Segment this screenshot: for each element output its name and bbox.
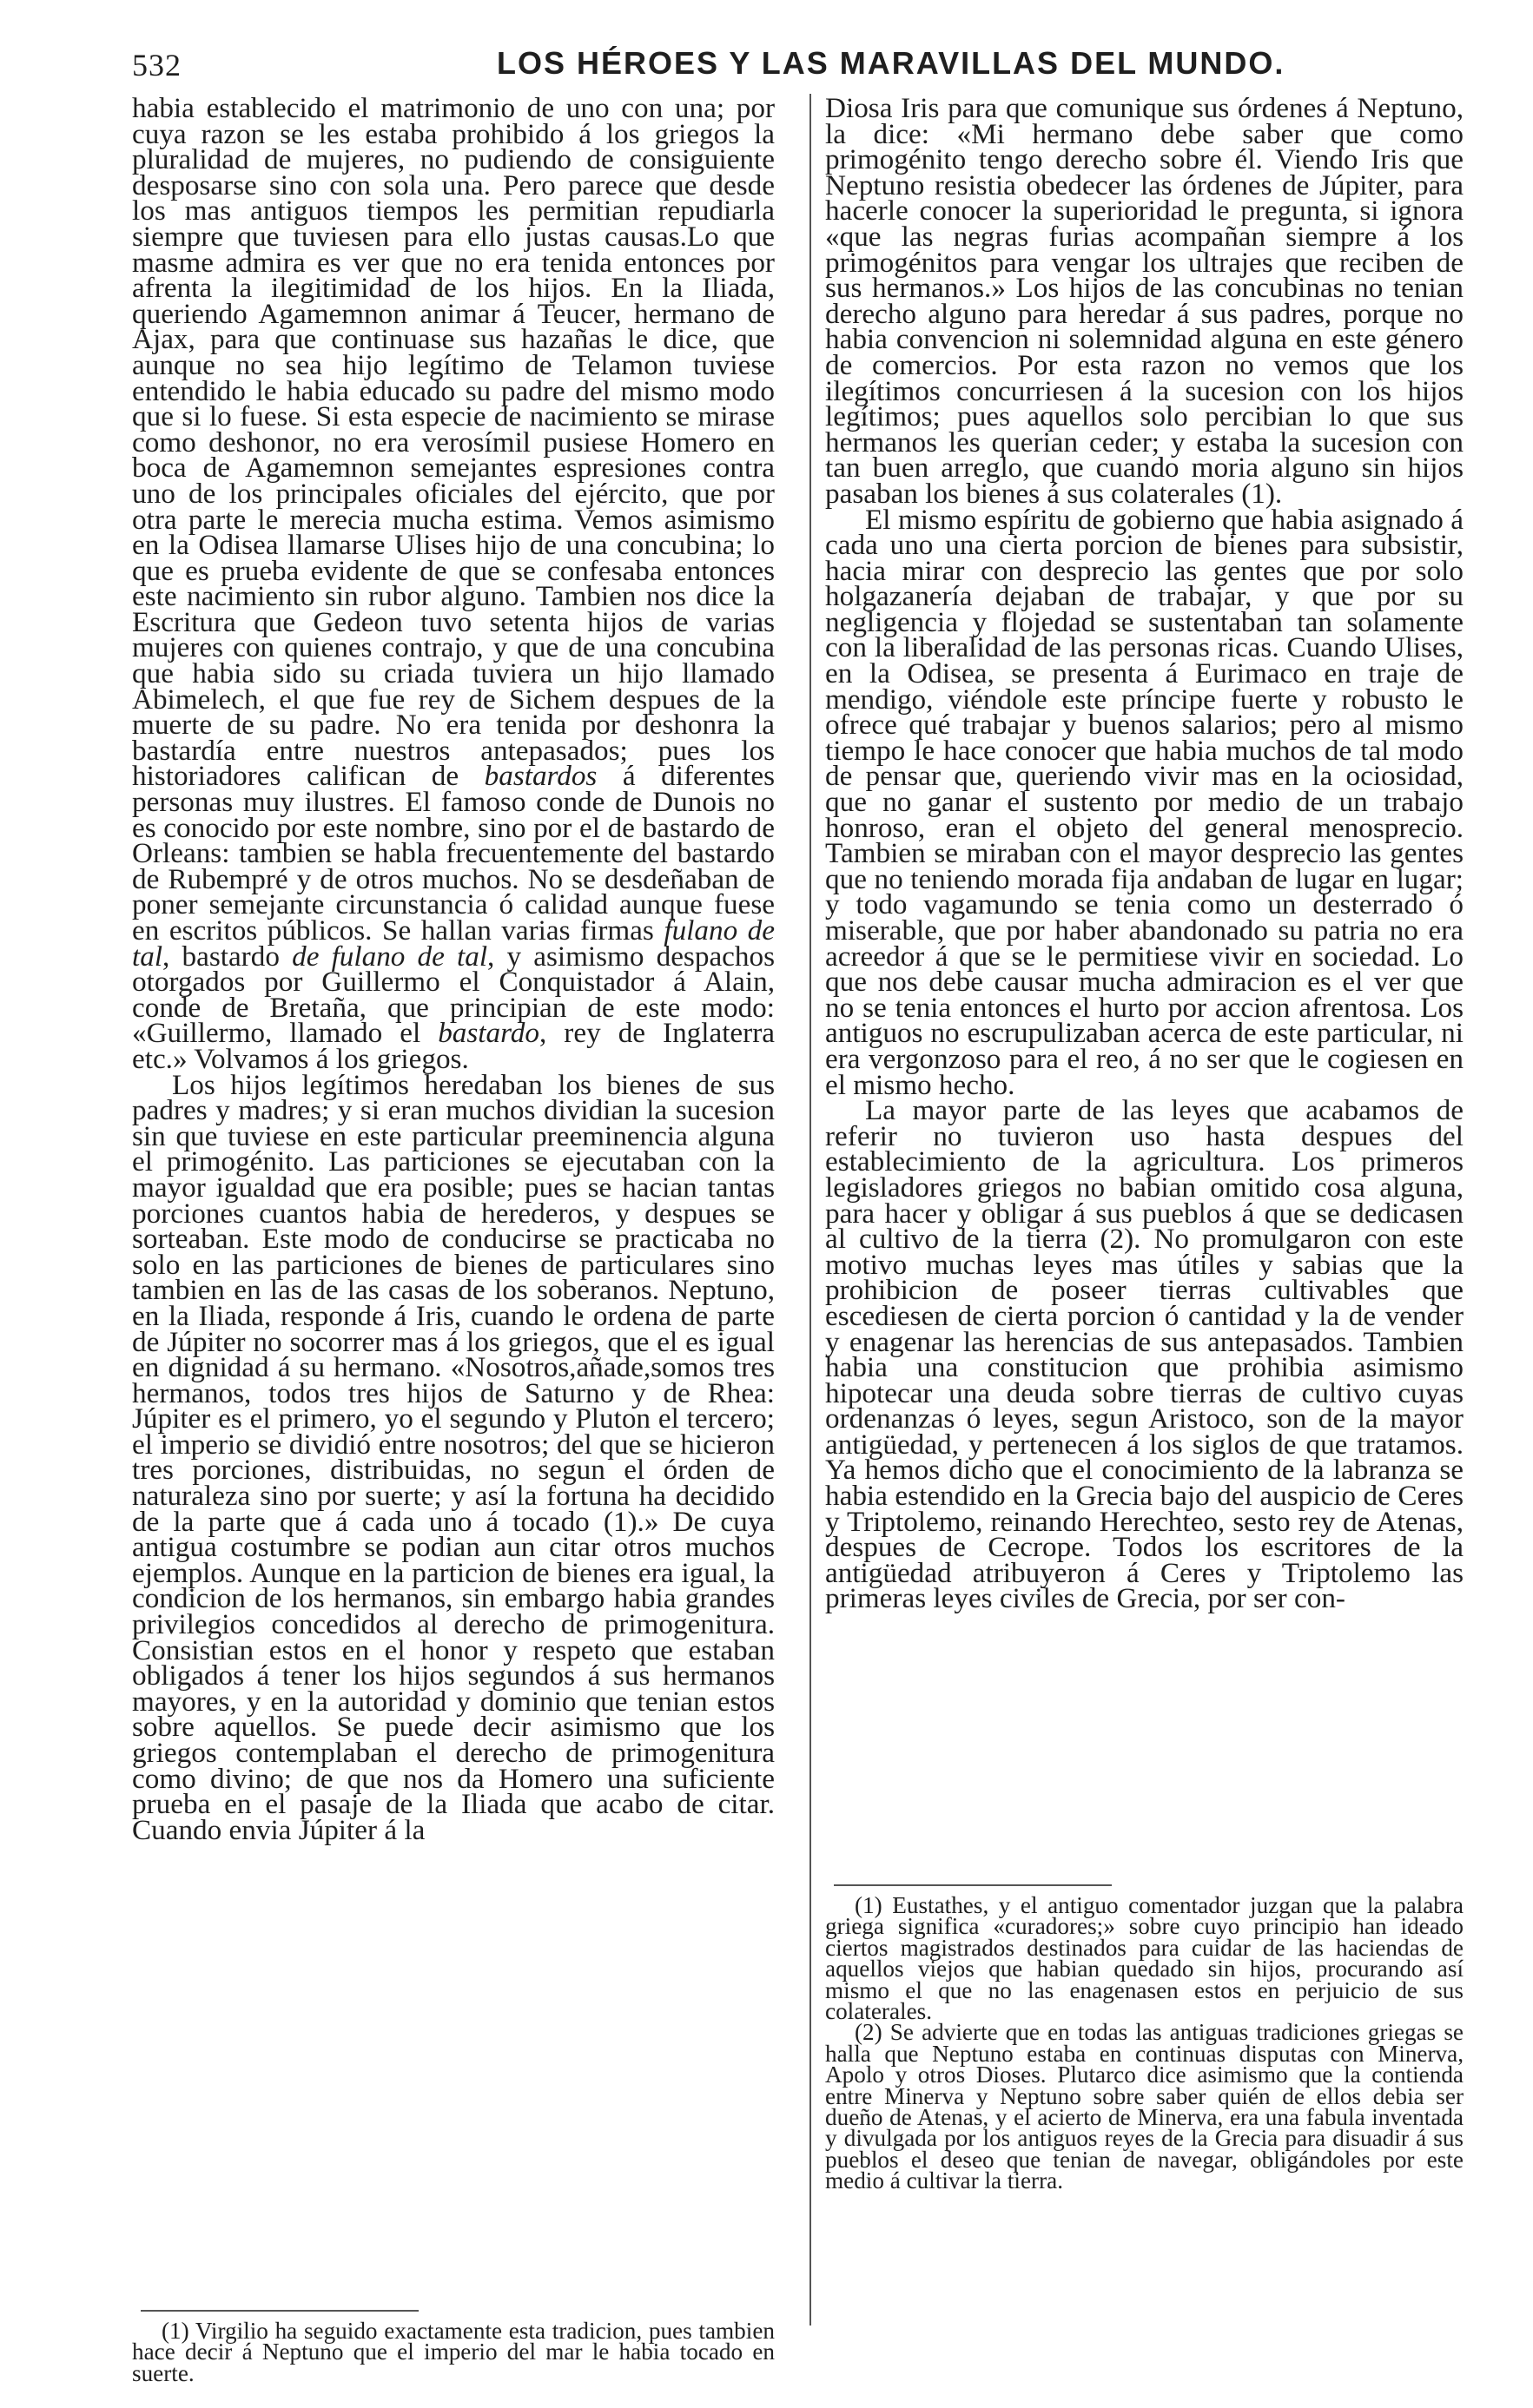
page-header [132, 45, 1391, 89]
footnote-rule [834, 1884, 1112, 1886]
left-paragraph-1: habia establecido el matrimonio de uno con una; por cuya razon se les estaba prohibido á los griegos la pluralidad de mujeres, no pudiendo de consiguiente desposarse sino con sola una. Pero parece que desde los mas antiguos tiempos les permitian repudiarla siempre que tuviesen para ello justas causas.Lo que masme admira es ver que no era tenida entonces por afrenta la ilegitimidad de los hijos. En la Iliada, queriendo Agamemnon animar á Teucer, hermano de Ajax, para que continuase sus hazañas le dice, que aunque no sea hijo legítimo de Telamon tuviese entendido le habia educado su padre del mismo modo que si lo fuese. Si esta especie de nacimiento se mirase como deshonor, no era verosímil pusiese Homero en boca de Agamemnon semejantes espresiones contra uno de los principales oficiales del ejército, que por otra parte le merecia mucha estima. Vemos asimismo en la Odisea llamarse Ulises hijo de una concubina; lo que es prueba evidente de que se confesaba entonces este nacimiento sin rubor alguno. Tambien nos dice la Escritura que Gedeon tuvo setenta hijos de varias mujeres con quienes contrajo, y que de una concubina que habia sido su criada tuviera un hijo llamado Abimelech, el que fue rey de Sichem despues de la muerte de su padre. No era tenida por deshonra la bastardía entre nuestros antepasados; pues los historiadores califican de bastardos á diferentes personas muy ilustres. El famoso conde de Dunois no es conocido por este nombre, sino por el de bastardo de Orleans: tambien se habla frecuentemente del bastardo de Rubempré y de otros muchos. No se desdeñaban de poner semejante circunstancia ó calidad aunque fuese en escritos públicos. Se hallan varias firmas fulano de tal, bastardo de fulano de tal, y asimismo despachos otorgados por Guillermo el Conquistador á Alain, conde de Bretaña, que principian de este modo: «Guillermo, llamado el bastardo, rey de Inglaterra etc.» Volvamos á los griegos. [132, 92, 776, 1075]
right-paragraph-1: Diosa Iris para que comunique sus órdenes á Neptuno, la dice: «Mi hermano debe saber que como primogénito tengo derecho sobre él. Viendo Iris que Neptuno resistia obedecer las órdenes de Júpiter, para hacerle conocer la superioridad le pregunta, si ignora «que las negras furias acompañan siempre á los primogénitos para vengar los ultrajes que reciben de sus hermanos.» Los hijos de las concubinas no tenian derecho alguno para heredar á sus padres, porque no habia convencion ni solemnidad alguna en este género de comercios. Por esta razon no vemos que los ilegítimos concurriesen á la sucesion con los hijos legítimos; pues aquellos solo percibian lo que sus hermanos les querian ceder; y estaba la sucesion con tan buen arreglo, que cuando moria alguno sin hijos pasaban los bienes á sus colaterales (1). [825, 92, 1464, 510]
right-footnote-2: (2) Se advierte que en todas las antiguas tradiciones griegas se halla que Neptuno estaba en continuas disputas con Minerva, Apolo y otros Dioses. Plutarco dice asimismo que la contienda entre Minerva y Neptuno sobre saber quién de ellos debia ser dueño de Atenas, y el acierto de Minerva, era una fabula inventada y divulgada por los antiguos reyes de la Grecia para disuadir á sus pueblos el deseo que tenian de navegar, obligándoles por este medio á cultivar la tierra. [825, 2019, 1464, 2194]
left-column [132, 92, 776, 1846]
left-footnotes [132, 2301, 775, 2384]
left-footnote-1: (1) Virgilio ha seguido exactamente esta tradicion, pues tambien hace decir á Neptuno que el imperio del mar le habia tocado en suerte. [132, 2318, 775, 2386]
running-title: LOS HÉROES Y LAS MARAVILLAS DEL MUNDO. [497, 45, 1285, 81]
right-footnotes [825, 1876, 1464, 2192]
footnote-rule [141, 2310, 419, 2312]
right-column [825, 92, 1464, 1615]
right-footnote-1: (1) Eustathes, y el antiguo comentador juzgan que la palabra griega significa «curadores;» sobre cuyo principio han ideado ciertos magistrados destinados para cuidar de las haciendas de aquellos viejos que habian quedado sin hijos, procurando así mismo el que no las enagenasen estos en perjuicio de sus colaterales. [825, 1892, 1464, 2025]
page-number: 532 [132, 48, 182, 82]
left-paragraph-2: Los hijos legítimos heredaban los bienes de sus padres y madres; y si eran muchos dividian la sucesion sin que tuviese en este particular preeminencia alguna el primogénito. Las particiones se ejecutaban con la mayor igualdad que era posible; pues se hacian tantas porciones cuantos habia de herederos, y despues se sorteaban. Este modo de conducirse se practicaba no solo en las particiones de bienes de particulares sino tambien en las de las casas de los soberanos. Neptuno, en la Iliada, responde á Iris, cuando le ordena de parte de Júpiter no socorrer mas á los griegos, que el es igual en dignidad á su hermano. «Nosotros,añade,somos tres hermanos, todos tres hijos de Saturno y de Rhea: Júpiter es el primero, yo el segundo y Pluton el tercero; el imperio se dividió entre nosotros; del que se hicieron tres porciones, distribuidas, no segun el órden de naturaleza sino por suerte; y así la fortuna ha decidido de la parte que á cada uno á tocado (1).» De cuya antigua costumbre se podian aun citar otros muchos ejemplos. Aunque en la particion de bienes era igual, la condicion de los hermanos, sin embargo habia grandes privilegios concedidos al derecho de primogenitura. Consistian estos en el honor y respeto que estaban obligados á tener los hijos segundos á sus hermanos mayores, y en la autoridad y dominio que tenian estos sobre aquellos. Se puede decir asimismo que los griegos contemplaban el derecho de primogenitura como divino; de que nos da Homero una suficiente prueba en el pasaje de la Iliada que acabo de citar. Cuando envia Júpiter á la [132, 1068, 775, 1846]
right-paragraph-2: El mismo espíritu de gobierno que habia asignado á cada uno una cierta porcion de bienes para subsistir, hacia mirar con desprecio las gentes que por solo holgazanería dejaban de trabajar, y que por su negligencia y flojedad se sustentaban tan solamente con la liberalidad de las personas ricas. Cuando Ulises, en la Odisea, se presenta á Eurimaco en traje de mendigo, viéndole este príncipe fuerte y robusto le ofrece qué trabajar y buenos salarios; pero al mismo tiempo le hace conocer que habia muchos de tal modo de pensar que, queriendo vivir mas en la ociosidad, que no ganar el sustento por medio de un trabajo honroso, eran el objeto del general menosprecio. Tambien se miraban con el mayor desprecio las gentes que no teniendo morada fija andaban de lugar en lugar; y todo vagamundo se tenia como un desterrado ó miserable, que por haber abandonado su patria no era acreedor á que se le permitiese vivir en sociedad. Lo que nos debe causar mucha admiracion es el ver que no se tenia entonces el hurto por accion afrentosa. Los antiguos no escrupulizaban acerca de este particular, ni era vergonzoso para el reo, á no ser que le cogiesen en el mismo hecho. [825, 503, 1464, 1101]
column-divider [809, 94, 811, 2326]
right-paragraph-3: La mayor parte de las leyes que acabamos de referir no tuvieron uso hasta despues del establecimiento de la agricultura. Los primeros legisladores griegos no babian omitido cosa alguna, para hacer y obligar á sus pueblos á que se dedicasen al cultivo de la tierra (2). No promulgaron con este motivo muchas leyes mas útiles y sabias que la prohibicion de poseer tierras cultivables que escediesen de cierta porcion ó cantidad y la de vender y enagenar las herencias de sus antepasados. Tambien habia una constitucion que prohibia asimismo hipotecar una deuda sobre tierras de cultivo cuyas ordenanzas ó leyes, segun Aristoco, son de la mayor antigüedad, y pertenecen á los siglos de que tratamos. Ya hemos dicho que el conocimiento de la labranza se habia estendido en la Grecia bajo del auspicio de Ceres y Triptolemo, reinando Herechteo, sesto rey de Atenas, despues de Cecrope. Todos los escritores de la antigüedad atribuyeron á Ceres y Triptolemo las primeras leyes civiles de Grecia, por ser con- [825, 1094, 1464, 1615]
